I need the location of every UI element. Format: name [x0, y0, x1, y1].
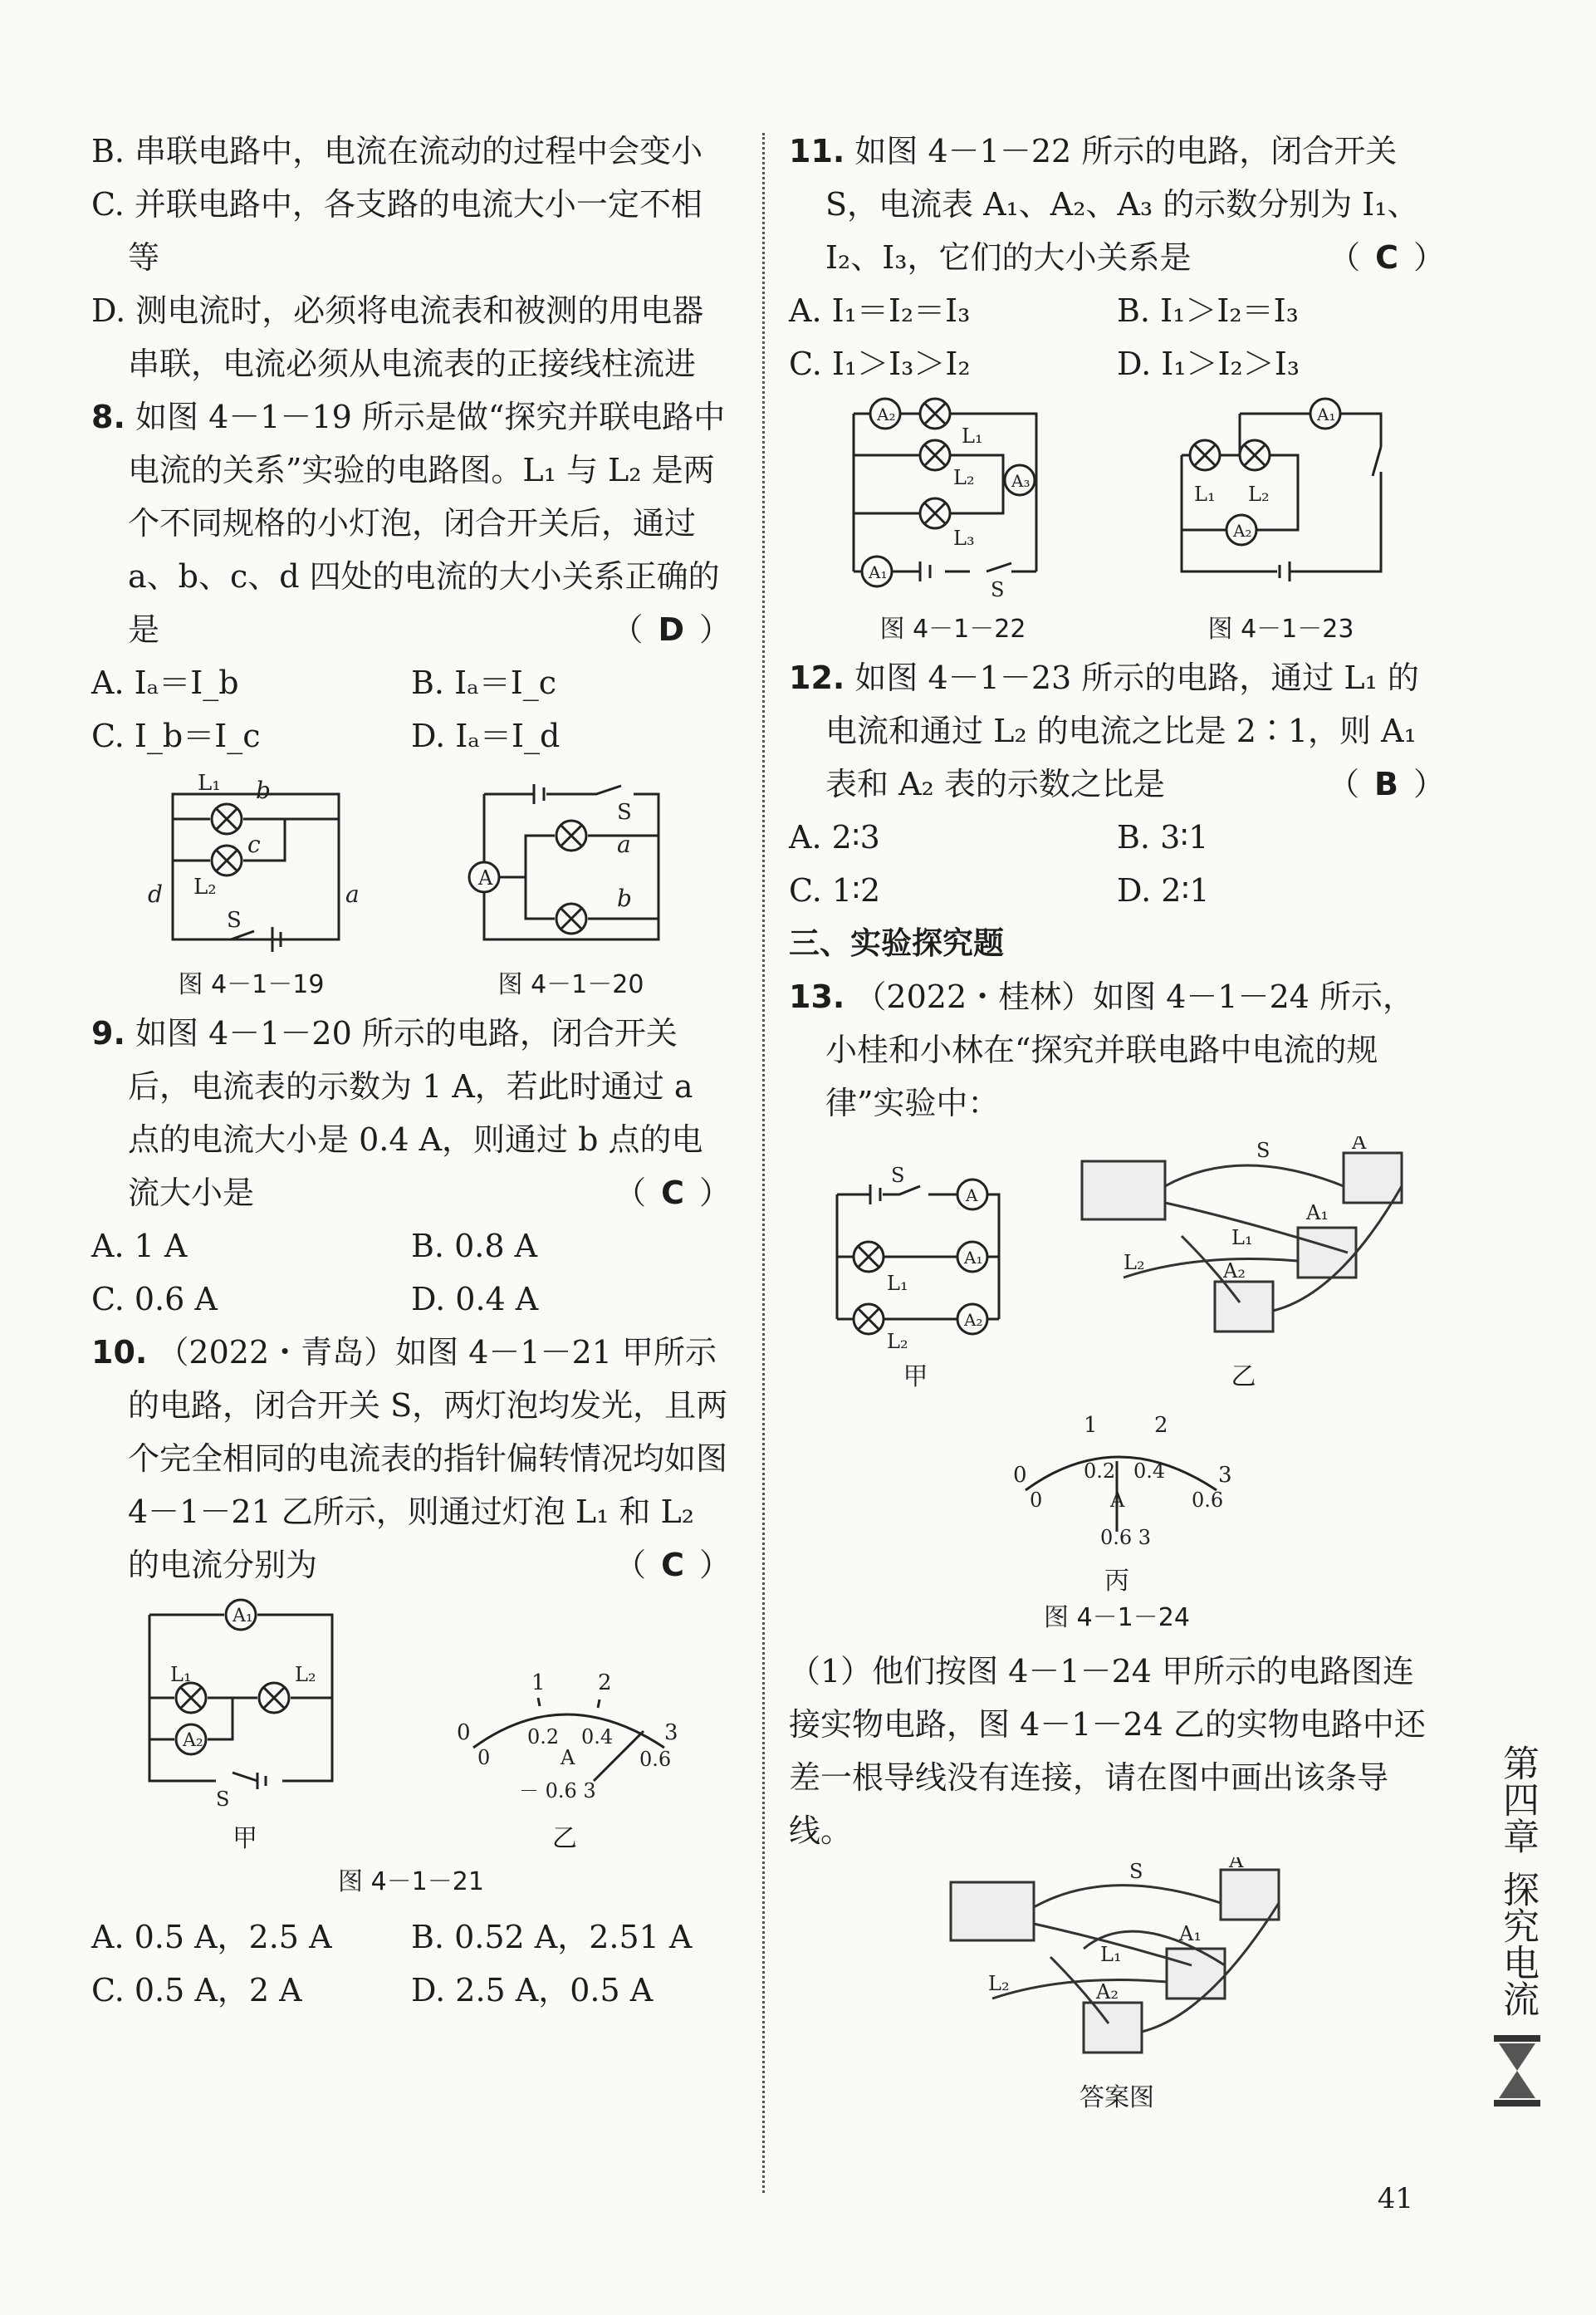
svg-text:0: 0	[477, 1746, 491, 1769]
svg-text:0: 0	[457, 1720, 471, 1745]
svg-text:A: A	[1351, 1136, 1366, 1154]
ammeter-dial-21-yi	[440, 1648, 689, 1814]
circuit-diagram-20	[451, 769, 692, 960]
answer-bracket: （ C ）	[614, 1547, 731, 1583]
question-8	[91, 390, 731, 656]
figure-24-bing	[789, 1399, 1445, 1596]
option-a: A. 1 A	[91, 1228, 188, 1264]
answer: C	[661, 1175, 684, 1211]
figure-19-caption: 图 4－1－19	[178, 970, 325, 999]
svg-text:L₁: L₁	[886, 1272, 908, 1295]
ammeter-dial-24-bing	[992, 1399, 1241, 1557]
svg-text:0.6: 0.6	[639, 1748, 672, 1771]
svg-text:L₃: L₃	[952, 527, 975, 550]
svg-text:c: c	[247, 831, 261, 858]
answer-bracket: （ C ）	[1329, 239, 1445, 276]
figure-20-caption: 图 4－1－20	[497, 970, 644, 999]
circuit-diagram-23	[1165, 397, 1398, 605]
q7-option-c: C. 并联电路中，各支路的电流大小一定不相等	[91, 186, 703, 276]
question-11	[789, 125, 1445, 284]
svg-text:b: b	[255, 777, 271, 804]
question-number: 10.	[91, 1334, 148, 1371]
option-d: D. 0.4 A	[411, 1281, 539, 1317]
svg-text:L₁: L₁	[197, 771, 221, 796]
svg-text:A₁: A₁	[1179, 1922, 1202, 1945]
right-column	[789, 125, 1445, 2113]
svg-text:A: A	[965, 1185, 977, 1205]
question-text: 如图 4－1－23 所示的电路，通过 L₁ 的电流和通过 L₂ 的电流之比是 2∶1，则 A₁ 表和 A₂ 表的示数之比是	[825, 660, 1419, 802]
svg-text:A₁: A₁	[233, 1606, 253, 1626]
svg-text:L₁: L₁	[1231, 1226, 1253, 1249]
answer-bracket: （ C ）	[614, 1175, 731, 1211]
question-number: 12.	[789, 660, 845, 696]
svg-text:L₁: L₁	[170, 1663, 192, 1686]
figure-21-yi-label: 乙	[552, 1824, 577, 1853]
option-d: D. I₁＞I₂＞I₃	[1117, 346, 1300, 382]
option-b: B. I₁＞I₂＝I₃	[1117, 292, 1299, 329]
figure-21-caption: 图 4－1－21	[338, 1867, 484, 1896]
svg-text:A₂: A₂	[1222, 1259, 1246, 1283]
figures-22-23	[789, 397, 1445, 645]
q12-options	[789, 811, 1445, 917]
page-number: 41	[1377, 2182, 1413, 2215]
svg-text:A₂: A₂	[1232, 521, 1251, 541]
svg-text:A₁: A₁	[868, 562, 887, 582]
question-12	[789, 651, 1445, 811]
svg-text:1: 1	[1084, 1413, 1098, 1438]
answer: C	[661, 1547, 684, 1583]
circuit-diagram-21-jia	[133, 1598, 357, 1814]
figure-24-yi-label: 乙	[1231, 1362, 1256, 1391]
answer: B	[1374, 766, 1398, 802]
q7-option-d: D. 测电流时，必须将电流表和被测的用电器串联，电流必须从电流表的正接线柱流进	[91, 292, 704, 382]
svg-text:L₂: L₂	[1123, 1251, 1145, 1274]
question-text: （2022・青岛）如图 4－1－21 甲所示的电路，闭合开关 S，两灯泡均发光，且两个完全相同的电流表的指针偏转情况均如图 4－1－21 乙所示，则通过灯泡 L₁ 和 L₂ 的电流分别为	[128, 1334, 728, 1583]
option-a: A. Iₐ＝I_b	[91, 665, 239, 701]
figure-22-caption: 图 4－1－22	[879, 615, 1026, 644]
svg-text:L₂: L₂	[886, 1330, 908, 1352]
answer: D	[658, 611, 684, 648]
svg-text:A₂: A₂	[183, 1730, 203, 1751]
svg-text:L₁: L₁	[961, 424, 983, 448]
svg-text:S: S	[226, 908, 242, 933]
chapter-side-tab	[1488, 1744, 1546, 2118]
chapter-title: 探究电流	[1496, 1871, 1539, 2017]
option-b: B. 0.52 A，2.51 A	[411, 1919, 693, 1955]
question-text: 如图 4－1－20 所示的电路，闭合开关后，电流表的示数为 1 A，若此时通过 a 点的电流大小是 0.4 A，则通过 b 点的电流大小是	[128, 1015, 703, 1211]
section-heading: 三、实验探究题	[789, 925, 1004, 961]
svg-text:L₂: L₂	[988, 1972, 1010, 1995]
answer-figure	[789, 1857, 1445, 2113]
svg-text:－ 0.6 3: － 0.6 3	[519, 1779, 596, 1802]
circuit-diagram-19	[131, 769, 372, 960]
svg-text:0.2: 0.2	[527, 1725, 560, 1749]
svg-text:L₂: L₂	[295, 1663, 316, 1686]
q9-options	[91, 1219, 731, 1326]
question-13	[789, 970, 1445, 1130]
option-c: C. 1∶2	[789, 872, 881, 909]
svg-text:3: 3	[664, 1720, 678, 1745]
svg-text:S: S	[990, 578, 1004, 601]
svg-text:0.6: 0.6	[1192, 1489, 1224, 1512]
figures-19-20	[91, 769, 731, 1000]
question-13-part-1: （1）他们按图 4－1－24 甲所示的电路图连接实物电路，图 4－1－24 乙的实物电路中还差一根导线没有连接，请在图中画出该条导线。	[789, 1653, 1426, 1849]
physical-circuit-answer	[942, 1857, 1291, 2073]
svg-text:L₂: L₂	[193, 875, 217, 900]
svg-text:0.6 3: 0.6 3	[1100, 1526, 1152, 1549]
option-b: B. 3∶1	[1117, 819, 1209, 856]
answer-figure-caption: 答案图	[1080, 2083, 1154, 2112]
question-9	[91, 1007, 731, 1219]
option-c: C. I₁＞I₃＞I₂	[789, 346, 971, 382]
question-text: 如图 4－1－19 所示是做“探究并联电路中电流的关系”实验的电路图。L₁ 与 L₂ 是两个不同规格的小灯泡，闭合开关后，通过 a、b、c、d 四处的电流的大小关系正确的是	[128, 399, 726, 648]
physical-circuit-24-yi	[1074, 1136, 1414, 1352]
figure-24-top	[789, 1136, 1445, 1392]
figure-21-jia-label: 甲	[233, 1824, 257, 1853]
svg-text:2: 2	[598, 1670, 612, 1695]
svg-text:L₂: L₂	[952, 466, 975, 489]
svg-text:S: S	[216, 1788, 230, 1811]
svg-text:A₂: A₂	[1096, 1980, 1119, 2004]
figure-23-caption: 图 4－1－23	[1207, 615, 1354, 644]
svg-text:A₁: A₁	[1316, 405, 1335, 424]
svg-text:0.4: 0.4	[581, 1725, 614, 1749]
figure-21	[91, 1598, 731, 1854]
svg-text:A₃: A₃	[1011, 471, 1030, 491]
question-number: 11.	[789, 133, 845, 169]
circuit-diagram-22	[837, 397, 1070, 605]
question-text: 如图 4－1－22 所示的电路，闭合开关 S，电流表 A₁、A₂、A₃ 的示数分别为 I₁、I₂、I₃，它们的大小关系是	[825, 133, 1419, 276]
svg-text:a: a	[345, 880, 360, 908]
svg-text:0.4: 0.4	[1133, 1459, 1166, 1483]
chapter-label: 第四章	[1496, 1744, 1539, 1854]
option-a: A. 0.5 A，2.5 A	[91, 1919, 332, 1955]
svg-text:0: 0	[1013, 1463, 1027, 1488]
svg-text:2: 2	[1154, 1413, 1168, 1438]
svg-text:S: S	[890, 1164, 904, 1187]
svg-text:A: A	[1229, 1857, 1244, 1872]
figure-24-bing-label: 丙	[1104, 1567, 1129, 1596]
hourglass-icon	[1492, 2033, 1542, 2108]
svg-text:d: d	[147, 880, 163, 908]
svg-text:A: A	[477, 866, 492, 890]
q11-options	[789, 284, 1445, 390]
question-number: 9.	[91, 1015, 125, 1052]
svg-text:b: b	[616, 885, 632, 912]
option-b: B. 0.8 A	[411, 1228, 538, 1264]
q10-options	[91, 1910, 731, 2017]
svg-text:A₂: A₂	[876, 405, 895, 424]
svg-text:3: 3	[1218, 1463, 1232, 1488]
svg-text:a: a	[616, 831, 631, 858]
option-c: C. I_b＝I_c	[91, 718, 261, 754]
svg-text:A₂: A₂	[963, 1310, 982, 1330]
svg-text:S: S	[616, 800, 632, 825]
svg-text:A: A	[1110, 1489, 1125, 1512]
svg-text:A₁: A₁	[1305, 1201, 1329, 1224]
circuit-diagram-24-jia	[820, 1161, 1011, 1352]
question-text: （2022・桂林）如图 4－1－24 所示，小桂和小林在“探究并联电路中电流的规律”实验中：	[825, 978, 1414, 1121]
answer: C	[1375, 239, 1398, 276]
option-c: C. 0.6 A	[91, 1281, 218, 1317]
option-d: D. 2.5 A，0.5 A	[411, 1972, 654, 2008]
svg-text:L₁: L₁	[1193, 483, 1216, 506]
svg-text:0: 0	[1030, 1489, 1043, 1512]
question-number: 8.	[91, 399, 125, 435]
svg-text:A: A	[561, 1746, 575, 1769]
figure-24-jia-label: 甲	[903, 1362, 928, 1391]
svg-text:S: S	[1129, 1860, 1143, 1883]
figure-24-caption: 图 4－1－24	[1044, 1603, 1190, 1632]
option-a: A. I₁＝I₂＝I₃	[789, 292, 971, 329]
svg-text:L₂: L₂	[1247, 483, 1270, 506]
answer-bracket: （ B ）	[1328, 766, 1445, 802]
question-number: 13.	[789, 978, 845, 1015]
option-b: B. Iₐ＝I_c	[411, 665, 557, 701]
option-a: A. 2∶3	[789, 819, 880, 856]
svg-text:0.2: 0.2	[1084, 1459, 1116, 1483]
q8-options	[91, 656, 731, 763]
svg-text:L₁: L₁	[1100, 1943, 1122, 1966]
q7-option-b: B. 串联电路中，电流在流动的过程中会变小	[91, 133, 703, 169]
column-divider	[762, 133, 765, 2193]
option-c: C. 0.5 A，2 A	[91, 1972, 302, 2008]
left-column	[91, 125, 731, 2017]
svg-text:S: S	[1256, 1139, 1270, 1162]
answer-bracket: （ D ）	[611, 611, 731, 648]
svg-text:1: 1	[531, 1670, 546, 1695]
option-d: D. Iₐ＝I_d	[411, 718, 561, 754]
svg-text:A₁: A₁	[963, 1248, 982, 1268]
option-d: D. 2∶1	[1117, 872, 1210, 909]
question-10	[91, 1326, 731, 1592]
